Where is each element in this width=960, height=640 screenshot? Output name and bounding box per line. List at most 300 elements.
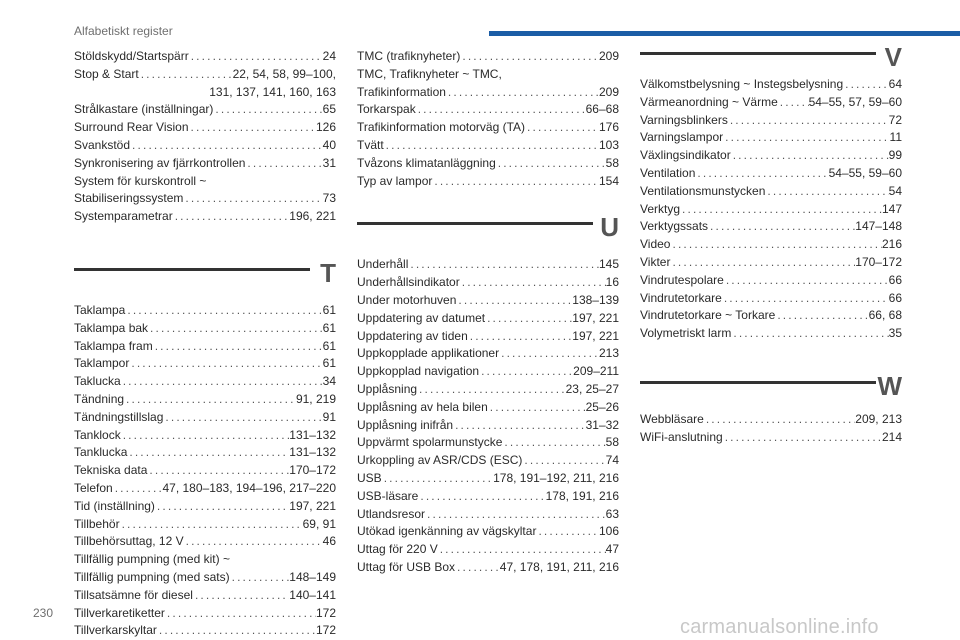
entry-pages: 61 — [322, 356, 336, 371]
entry-term: WiFi-anslutning — [640, 429, 723, 444]
dot-leader — [189, 48, 323, 66]
dot-leader — [416, 101, 586, 119]
dot-leader — [708, 218, 855, 236]
t-entries — [74, 302, 336, 640]
index-entry — [74, 551, 336, 569]
entry-pages: 126 — [315, 120, 336, 135]
index-entry — [74, 48, 336, 66]
index-entry — [74, 355, 336, 373]
index-entry — [357, 363, 619, 381]
entry-pages: 54–55, 57, 59–60 — [808, 94, 902, 109]
index-entry — [74, 302, 336, 320]
index-entry — [640, 129, 902, 147]
dot-leader — [120, 516, 303, 534]
section-header-v — [640, 42, 902, 76]
entry-pages: 11 — [889, 130, 902, 145]
dot-leader — [121, 427, 290, 445]
index-entry — [640, 411, 902, 429]
section-letter: U — [600, 212, 619, 243]
entry-pages: 54 — [888, 183, 902, 198]
dot-leader — [130, 137, 323, 155]
entry-pages: 72 — [888, 112, 902, 127]
dot-leader — [775, 307, 868, 325]
entry-pages: 154 — [598, 173, 619, 188]
section-divider — [357, 222, 593, 225]
entry-pages: 172 — [315, 605, 336, 620]
entry-pages: 46 — [322, 534, 336, 549]
index-entry — [74, 427, 336, 445]
entry-term: Tanklock — [74, 427, 121, 442]
entry-pages: 170–172 — [289, 463, 336, 478]
dot-leader — [121, 373, 323, 391]
entry-pages: 58 — [605, 435, 619, 450]
index-entry — [640, 290, 902, 308]
dot-leader — [453, 417, 586, 435]
entry-term: Stöldskydd/Startspärr — [74, 49, 189, 63]
index-entry — [357, 310, 619, 328]
section-letter: W — [877, 370, 902, 401]
dot-leader — [148, 320, 323, 338]
entry-term: Urkoppling av ASR/CDS (ESC) — [357, 453, 523, 468]
entry-term: Typ av lampor — [357, 173, 433, 188]
index-entry — [74, 444, 336, 462]
entry-term: Uppkopplad navigation — [357, 364, 480, 379]
entry-pages: 91, 219 — [295, 391, 336, 406]
index-entry — [640, 254, 902, 272]
dot-leader — [723, 129, 889, 147]
entry-term: Upplåsning — [357, 381, 418, 396]
entry-pages: 178, 191–192, 211, 216 — [493, 470, 619, 485]
dot-leader — [722, 290, 889, 308]
entry-pages: 61 — [322, 302, 336, 317]
entry-pages: 16 — [605, 275, 619, 290]
index-entry — [640, 429, 902, 447]
dot-leader — [432, 173, 599, 191]
dot-leader — [670, 236, 881, 254]
entry-pages: 172 — [315, 623, 336, 638]
entry-term: Taklampa — [74, 302, 126, 317]
entry-term: Tillfällig pumpning (med kit) ~ — [74, 552, 230, 567]
page-number: 230 — [33, 606, 54, 620]
index-entry — [640, 325, 902, 343]
entry-pages: 209, 213 — [855, 411, 902, 426]
entry-pages: 138–139 — [572, 292, 619, 307]
index-entry — [640, 165, 902, 183]
index-entry — [357, 541, 619, 559]
entry-pages: 61 — [322, 338, 336, 353]
entry-term: Torkarspak — [357, 102, 416, 117]
entry-pages: 148–149 — [289, 569, 336, 584]
dot-leader — [183, 190, 322, 208]
section-letter: V — [884, 42, 902, 72]
entry-pages: 209 — [598, 49, 619, 63]
entry-pages: 176 — [598, 120, 619, 135]
index-entry — [357, 173, 619, 191]
entry-term: Utökad igenkänning av vägskyltar — [357, 524, 537, 539]
index-entry — [74, 66, 336, 102]
entry-term: Tillbehörsuttag, 12 V — [74, 534, 184, 549]
index-entry — [357, 470, 619, 488]
entry-pages: 196, 221 — [289, 209, 336, 224]
dot-leader — [499, 345, 599, 363]
entry-pages: 216 — [881, 237, 902, 252]
index-entry — [74, 119, 336, 137]
dot-leader — [189, 119, 316, 137]
index-entry — [74, 480, 336, 498]
entry-pages: 69, 91 — [302, 516, 336, 531]
entry-pages: 40 — [322, 137, 336, 152]
entry-term: Surround Rear Vision — [74, 120, 189, 135]
dot-leader — [155, 498, 289, 516]
section-divider — [74, 268, 310, 271]
section-header-u — [357, 190, 619, 256]
dot-leader — [479, 363, 573, 381]
entry-term: Underhåll — [357, 257, 409, 272]
entry-term: Strålkastare (inställningar) — [74, 102, 214, 117]
dot-leader — [485, 310, 572, 328]
section-header-t — [74, 226, 336, 302]
dot-leader — [425, 506, 606, 524]
dot-leader — [704, 411, 855, 429]
index-entry — [357, 452, 619, 470]
entry-pages: 66, 68 — [868, 308, 902, 323]
index-entry — [74, 190, 336, 208]
entry-pages: 209–211 — [573, 364, 619, 379]
dot-leader — [438, 541, 606, 559]
entry-pages: 197, 221 — [572, 328, 619, 343]
entry-term: Upplåsning av hela bilen — [357, 399, 488, 414]
entry-term: Stop & Start — [74, 66, 139, 81]
entry-pages: 23, 25–27 — [565, 381, 619, 396]
entry-pages: 66–68 — [585, 102, 619, 117]
index-entry — [357, 328, 619, 346]
entry-pages: 209 — [598, 84, 619, 99]
entry-pages: 31–32 — [585, 417, 619, 432]
entry-pages: 31 — [322, 155, 336, 170]
entry-term: Tanklucka — [74, 445, 128, 460]
header-accent-bar — [489, 31, 960, 36]
dot-leader — [213, 101, 322, 119]
dot-leader — [245, 155, 322, 173]
index-entry — [357, 506, 619, 524]
entry-term: Taklampa bak — [74, 320, 149, 335]
index-entry — [357, 559, 619, 577]
index-entry — [357, 155, 619, 173]
entry-pages: 66 — [888, 272, 902, 287]
dot-leader — [723, 429, 882, 447]
entry-term: Tändning — [74, 391, 125, 406]
index-entry — [74, 622, 336, 640]
entry-term: Under motorhuven — [357, 292, 457, 307]
entry-pages: 103 — [598, 137, 619, 152]
v-entries — [640, 76, 902, 343]
dot-leader — [125, 302, 322, 320]
w-entries — [640, 411, 902, 447]
entry-pages: 106 — [598, 524, 619, 539]
entry-pages: 131–132 — [289, 445, 336, 460]
entry-term: Underhållsindikator — [357, 275, 460, 290]
index-column-1 — [74, 48, 336, 640]
entry-term: Uppkopplade applikationer — [357, 346, 500, 361]
entry-pages: 91 — [322, 409, 336, 424]
entry-term: Stabiliseringssystem — [74, 191, 184, 206]
entry-pages: 58 — [605, 155, 619, 170]
entry-term: Uppdatering av datumet — [357, 310, 486, 325]
index-entry — [74, 208, 336, 226]
dot-leader — [456, 292, 572, 310]
dot-leader — [680, 201, 882, 219]
entry-pages: 74 — [605, 453, 619, 468]
index-entry — [357, 523, 619, 541]
index-entry — [74, 391, 336, 409]
entry-term: System för kurskontroll ~ — [74, 173, 207, 188]
entry-term: Uppvärmt spolarmunstycke — [357, 435, 503, 450]
dot-leader — [446, 84, 599, 102]
entry-pages: 63 — [605, 506, 619, 521]
dot-leader — [496, 155, 606, 173]
entry-term: Svankstöd — [74, 137, 131, 152]
entry-term: Ventilation — [640, 165, 696, 180]
dot-leader — [731, 325, 888, 343]
entry-pages: 145 — [598, 257, 619, 272]
entry-pages: 214 — [881, 429, 902, 444]
entry-pages: 178, 191, 216 — [545, 488, 619, 503]
index-entry — [357, 292, 619, 310]
index-column-2 — [357, 48, 619, 577]
entry-term: Trafikinformation — [357, 84, 446, 99]
entry-pages-continued: 131, 137, 141, 160, 163 — [209, 84, 336, 99]
index-entry — [640, 307, 902, 325]
dot-leader — [382, 470, 493, 488]
entry-pages: 22, 54, 58, 99–100, — [232, 66, 336, 81]
index-entry — [74, 137, 336, 155]
index-entry — [640, 147, 902, 165]
index-entry — [357, 399, 619, 417]
entry-term: USB — [357, 470, 382, 485]
index-entry — [640, 112, 902, 130]
entry-pages: 99 — [888, 148, 902, 163]
entry-term: Vikter — [640, 254, 671, 269]
entry-term: Taklucka — [74, 374, 121, 389]
dot-leader — [525, 119, 599, 137]
entry-term: Tid (inställning) — [74, 498, 155, 513]
index-entry — [74, 101, 336, 119]
dot-leader — [184, 533, 323, 551]
entry-term: Trafikinformation motorväg (TA) — [357, 120, 526, 135]
entry-term: Tekniska data — [74, 463, 148, 478]
entry-pages: 140–141 — [289, 587, 336, 602]
index-entry — [640, 201, 902, 219]
entry-pages: 197, 221 — [289, 498, 336, 513]
entry-term: Taklampor — [74, 356, 130, 371]
index-entry — [74, 587, 336, 605]
index-entry — [74, 569, 336, 587]
dot-leader — [165, 605, 316, 623]
entry-term: Ventilationsmunstycken — [640, 183, 766, 198]
entry-term: Uttag för USB Box — [357, 559, 456, 574]
entry-term: Växlingsindikator — [640, 148, 731, 163]
entry-term: Tvåzons klimatanläggning — [357, 155, 496, 170]
entry-pages: 54–55, 59–60 — [828, 165, 902, 180]
dot-leader — [157, 622, 316, 640]
section-divider — [640, 381, 876, 384]
dot-leader — [113, 480, 163, 498]
entry-term: Varningslampor — [640, 130, 724, 145]
entry-pages: 147 — [881, 201, 902, 216]
entry-term: Tillbehör — [74, 516, 120, 531]
entry-term: Värmeanordning ~ Värme — [640, 94, 778, 109]
entry-term: Uppdatering av tiden — [357, 328, 468, 343]
dot-leader — [147, 462, 289, 480]
index-entry — [74, 373, 336, 391]
entry-pages: 131–132 — [289, 427, 336, 442]
index-entry — [74, 338, 336, 356]
index-entry — [357, 84, 619, 102]
entry-term: Verktygssats — [640, 219, 709, 234]
entry-term: Taklampa fram — [74, 338, 153, 353]
entry-term: Vindrutespolare — [640, 272, 724, 287]
entry-pages: 47, 178, 191, 211, 216 — [499, 559, 619, 574]
entry-term: Tvätt — [357, 137, 384, 152]
entry-term: Uttag för 220 V — [357, 542, 438, 557]
entry-term: Volymetriskt larm — [640, 326, 732, 341]
dot-leader — [536, 523, 599, 541]
index-entry — [357, 274, 619, 292]
dot-leader — [163, 409, 322, 427]
entry-term: Utlandsresor — [357, 506, 426, 521]
entry-term: Synkronisering av fjärrkontrollen — [74, 155, 246, 170]
index-entry — [357, 48, 619, 66]
index-entry — [640, 76, 902, 94]
dot-leader — [129, 355, 322, 373]
dot-leader — [765, 183, 888, 201]
index-entry — [357, 119, 619, 137]
index-entry — [640, 272, 902, 290]
dot-leader — [418, 488, 545, 506]
entry-pages: 65 — [322, 102, 336, 117]
index-entry — [357, 256, 619, 274]
header-title: Alfabetiskt register — [74, 24, 173, 38]
entry-term: USB-läsare — [357, 488, 419, 503]
entry-pages: 197, 221 — [572, 310, 619, 325]
index-entry — [357, 381, 619, 399]
dot-leader — [460, 48, 599, 66]
entry-pages: 61 — [322, 320, 336, 335]
index-entry — [640, 183, 902, 201]
index-entry — [357, 488, 619, 506]
index-entry — [640, 236, 902, 254]
dot-leader — [153, 338, 323, 356]
index-entry — [357, 434, 619, 452]
entry-term: TMC (trafiknyheter) — [357, 49, 461, 63]
entry-pages: 64 — [888, 77, 902, 91]
index-entry — [74, 462, 336, 480]
entry-pages: 213 — [598, 346, 619, 361]
entry-pages: 66 — [888, 290, 902, 305]
index-entry — [74, 409, 336, 427]
dot-leader — [384, 137, 599, 155]
dot-leader — [139, 66, 233, 84]
entry-term: Telefon — [74, 480, 113, 495]
entry-term: Tillsatsämne för diesel — [74, 587, 193, 602]
dot-leader — [778, 94, 809, 112]
dot-leader — [460, 274, 606, 292]
dot-leader — [731, 147, 889, 165]
entry-pages: 170–172 — [855, 254, 902, 269]
index-column-3 — [640, 42, 902, 447]
section-letter: T — [320, 257, 336, 288]
dot-leader — [417, 381, 566, 399]
entry-term: Vindrutetorkare — [640, 290, 722, 305]
u-entries — [357, 256, 619, 576]
dot-leader — [230, 569, 290, 587]
dot-leader — [127, 444, 289, 462]
entry-pages: 47, 180–183, 194–196, 217–220 — [162, 480, 336, 495]
section-header-w — [640, 343, 902, 411]
index-entry — [74, 320, 336, 338]
t-entries-continued — [357, 48, 619, 190]
dot-leader — [522, 452, 605, 470]
s-entries — [74, 48, 336, 226]
index-entry — [357, 137, 619, 155]
entry-term: Systemparametrar — [74, 209, 173, 224]
section-divider — [640, 52, 876, 55]
entry-pages: 47 — [605, 542, 619, 557]
dot-leader — [488, 399, 586, 417]
index-entry — [357, 345, 619, 363]
entry-term: Upplåsning inifrån — [357, 417, 454, 432]
index-entry — [357, 66, 619, 84]
dot-leader — [468, 328, 573, 346]
index-entry — [640, 218, 902, 236]
dot-leader — [843, 76, 889, 94]
entry-term: TMC, Trafiknyheter ~ TMC, — [357, 66, 502, 81]
entry-term: Verktyg — [640, 201, 681, 216]
entry-term: Tillfällig pumpning (med sats) — [74, 569, 230, 584]
dot-leader — [455, 559, 500, 577]
entry-term: Tillverkaretiketter — [74, 605, 165, 620]
index-entry — [640, 94, 902, 112]
dot-leader — [502, 434, 605, 452]
entry-term: Välkomstbelysning ~ Instegsbelysning — [640, 77, 844, 91]
dot-leader — [173, 208, 290, 226]
entry-pages: 34 — [322, 374, 336, 389]
dot-leader — [724, 272, 889, 290]
index-entry — [74, 605, 336, 623]
watermark-text: carmanualsonline.info — [680, 616, 879, 638]
entry-term: Varningsblinkers — [640, 112, 728, 127]
index-entry — [74, 516, 336, 534]
entry-pages: 24 — [322, 49, 336, 63]
index-entry — [74, 533, 336, 551]
index-entry — [74, 173, 336, 191]
dot-leader — [193, 587, 289, 605]
dot-leader — [695, 165, 828, 183]
entry-pages: 25–26 — [585, 399, 619, 414]
index-entry — [74, 155, 336, 173]
entry-term: Tillverkarskyltar — [74, 623, 157, 638]
dot-leader — [408, 256, 599, 274]
entry-term: Webbläsare — [640, 411, 704, 426]
dot-leader — [124, 391, 296, 409]
index-entry — [357, 417, 619, 435]
dot-leader — [670, 254, 855, 272]
entry-term: Video — [640, 237, 671, 252]
entry-term: Tändningstillslag — [74, 409, 164, 424]
index-entry — [357, 101, 619, 119]
entry-pages: 73 — [322, 191, 336, 206]
entry-term: Vindrutetorkare ~ Torkare — [640, 308, 776, 323]
